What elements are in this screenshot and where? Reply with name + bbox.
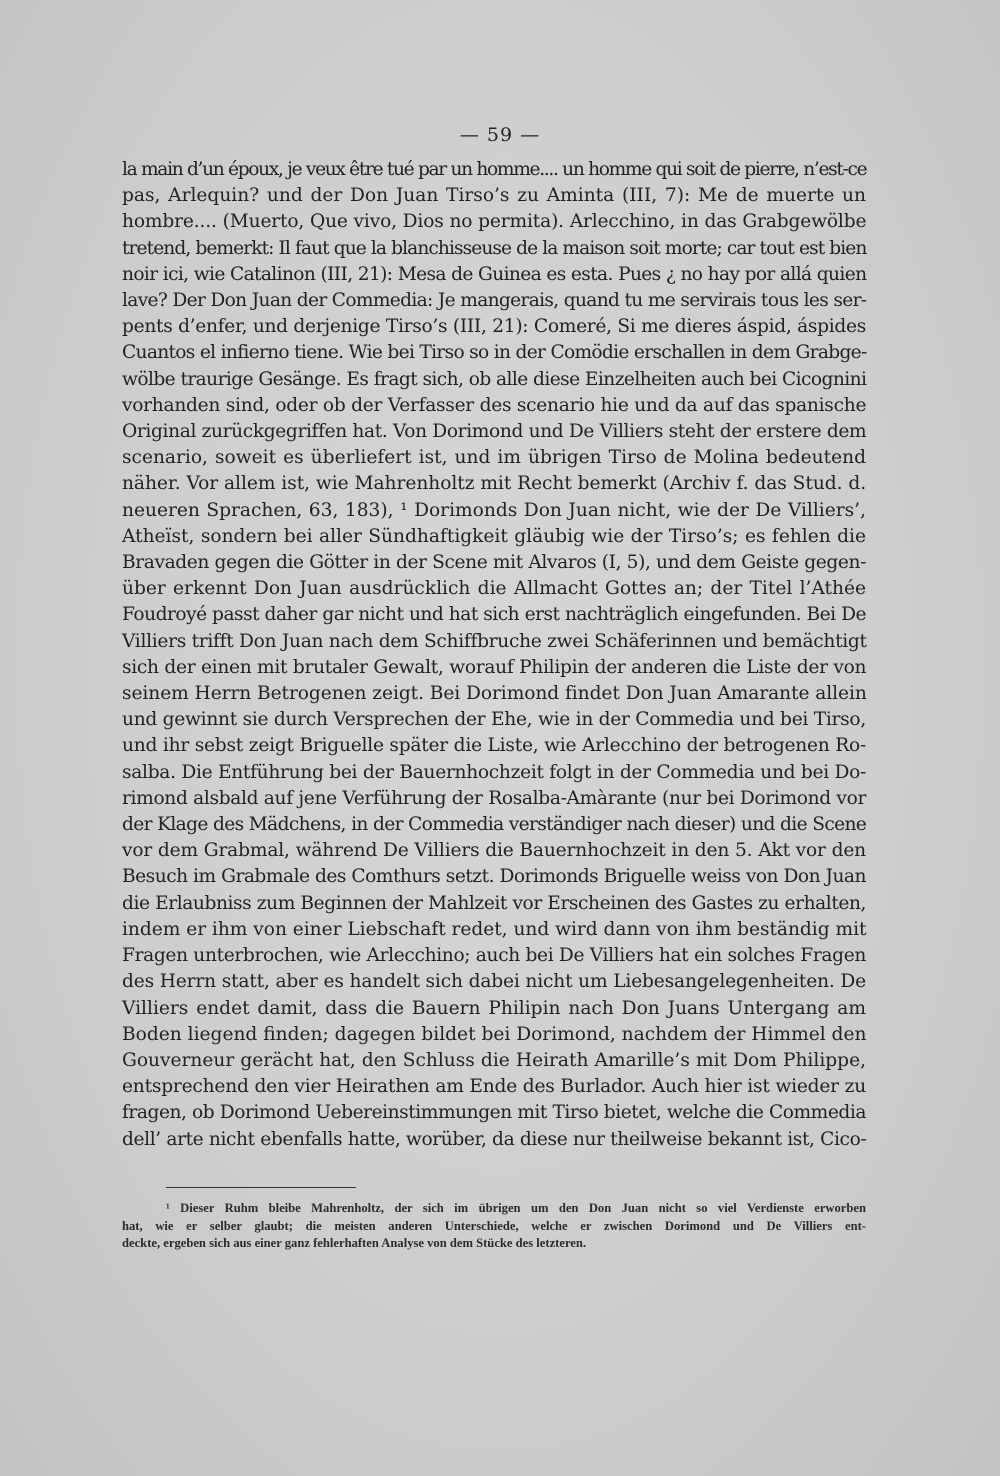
text-line: noir ici, wie Catalinon (III, 21): Mesa de Guinea es esta. Pues ¿ no hay por allá quien bbox=[122, 263, 867, 285]
text-line: Boden liegend finden; dagegen bildet bei Dorimond, nachdem der Himmel den bbox=[122, 1023, 867, 1045]
footnote-line: hat, wie er selber glaubt; die meisten anderen Unterschiede, welche er zwischen Dorimond und De Villiers ent- bbox=[122, 1218, 866, 1233]
text-line: Original zurückgegriffen hat. Von Dorimond und De Villiers steht der erstere dem bbox=[122, 421, 867, 443]
text-line: tretend, bemerkt: Il faut que la blanchisseuse de la maison soit morte; car tout est bien bbox=[122, 237, 867, 259]
page-number: — 59 — bbox=[459, 124, 541, 146]
text-line: sich der einen mit brutaler Gewalt, worauf Philipin der anderen die Liste der von bbox=[122, 656, 867, 678]
footnote-rule bbox=[166, 1187, 356, 1188]
text-line: vorhanden sind, oder ob der Verfasser des scenario hie und da auf das spanische bbox=[122, 394, 867, 416]
text-line: und gewinnt sie durch Versprechen der Ehe, wie in der Commedia und bei Tirso, bbox=[122, 709, 866, 731]
text-line: dell’ arte nicht ebenfalls hatte, worüber, da diese nur theilweise bekannt ist, Cico- bbox=[122, 1128, 867, 1150]
text-line: rimond alsbald auf jene Verführung der Rosalba-Amàrante (nur bei Dorimond vor bbox=[122, 787, 866, 809]
text-line: und ihr sebst zeigt Briguelle später die Liste, wie Arlecchino der betrogenen Ro- bbox=[122, 735, 867, 757]
text-line: seinem Herrn Betrogenen zeigt. Bei Dorimond findet Don Juan Amarante allein bbox=[122, 683, 867, 705]
footnote-line: ¹ Dieser Ruhm bleibe Mahrenholtz, der sich im übrigen um den Don Juan nicht so viel Verdienste erworben bbox=[166, 1201, 866, 1215]
text-line: pents d’enfer, und derjenige Tirso’s (III, 21): Comeré, Si me dieres áspid, áspides bbox=[122, 316, 866, 338]
text-line: die Erlaubniss zum Beginnen der Mahlzeit vor Erscheinen des Gastes zu erhalten, bbox=[122, 892, 867, 914]
text-line: Villiers endet damit, dass die Bauern Philipin nach Don Juans Untergang am bbox=[122, 997, 866, 1019]
text-line: la main d’un époux, je veux être tué par un homme.... un homme qui soit de pierre, n’est-ce bbox=[122, 159, 867, 180]
text-line: salba. Die Entführung bei der Bauernhochzeit folgt in der Commedia und bei Do- bbox=[122, 761, 866, 783]
text-line: vor dem Grabmal, während De Villiers die Bauernhochzeit in den 5. Akt vor den bbox=[122, 840, 866, 862]
text-line: hombre.... (Muerto, Que vivo, Dios no permita). Arlecchino, in das Grabgewölbe bbox=[122, 211, 867, 233]
text-line: Bravaden gegen die Götter in der Scene mit Alvaros (I, 5), und dem Geiste gegen- bbox=[122, 552, 866, 574]
body-text bbox=[122, 157, 866, 1153]
text-line: der Klage des Mädchens, in der Commedia verständiger nach dieser) und die Scene bbox=[122, 814, 867, 836]
text-line: Atheïst, sondern bei aller Sündhaftigkeit gläubig wie der Tirso’s; es fehlen die bbox=[122, 525, 866, 547]
text-line: Foudroyé passt daher gar nicht und hat sich erst nachträglich eingefunden. Bei De bbox=[122, 604, 866, 626]
footnote bbox=[122, 1200, 866, 1253]
text-line: pas, Arlequin? und der Don Juan Tirso’s zu Aminta (III, 7): Me de muerte un bbox=[122, 185, 866, 207]
text-line: fragen, ob Dorimond Uebereinstimmungen mit Tirso bietet, welche die Commedia bbox=[122, 1102, 866, 1124]
text-line: Gouverneur gerächt hat, den Schluss die Heirath Amarille’s mit Dom Philippe, bbox=[122, 1049, 866, 1071]
text-line: indem er ihm von einer Liebschaft redet, und wird dann von ihm beständig mit bbox=[122, 918, 867, 940]
text-line: scenario, soweit es überliefert ist, und im übrigen Tirso de Molina bedeutend bbox=[122, 447, 866, 469]
text-line: entsprechend den vier Heirathen am Ende des Burlador. Auch hier ist wieder zu bbox=[122, 1076, 866, 1098]
text-line: über erkennt Don Juan ausdrücklich die Allmacht Gottes an; der Titel l’Athée bbox=[122, 578, 866, 600]
text-line: des Herrn statt, aber es handelt sich dabei nicht um Liebesangelegenheiten. De bbox=[122, 971, 867, 993]
text-line: Cuantos el infierno tiene. Wie bei Tirso so in der Comödie erschallen in dem Grabge- bbox=[122, 342, 867, 364]
footnote-line: deckte, ergeben sich aus einer ganz fehlerhaften Analyse von dem Stücke des letzteren. bbox=[122, 1236, 587, 1250]
text-line: lave? Der Don Juan der Commedia: Je mangerais, quand tu me servirais tous les ser- bbox=[122, 290, 867, 312]
text-line: näher. Vor allem ist, wie Mahrenholtz mit Recht bemerkt (Archiv f. das Stud. d. bbox=[122, 473, 867, 495]
text-line: Villiers trifft Don Juan nach dem Schiffbruche zwei Schäferinnen und bemächtigt bbox=[122, 630, 867, 652]
text-line: Besuch im Grabmale des Comthurs setzt. Dorimonds Briguelle weiss von Don Juan bbox=[122, 866, 866, 888]
text-line: Fragen unterbrochen, wie Arlecchino; auch bei De Villiers hat ein solches Fragen bbox=[122, 945, 867, 967]
text-line: neueren Sprachen, 63, 183), ¹ Dorimonds Don Juan nicht, wie der De Villiers’, bbox=[122, 499, 866, 521]
text-line: wölbe traurige Gesänge. Es fragt sich, ob alle diese Einzelheiten auch bei Cicognini bbox=[122, 368, 867, 390]
